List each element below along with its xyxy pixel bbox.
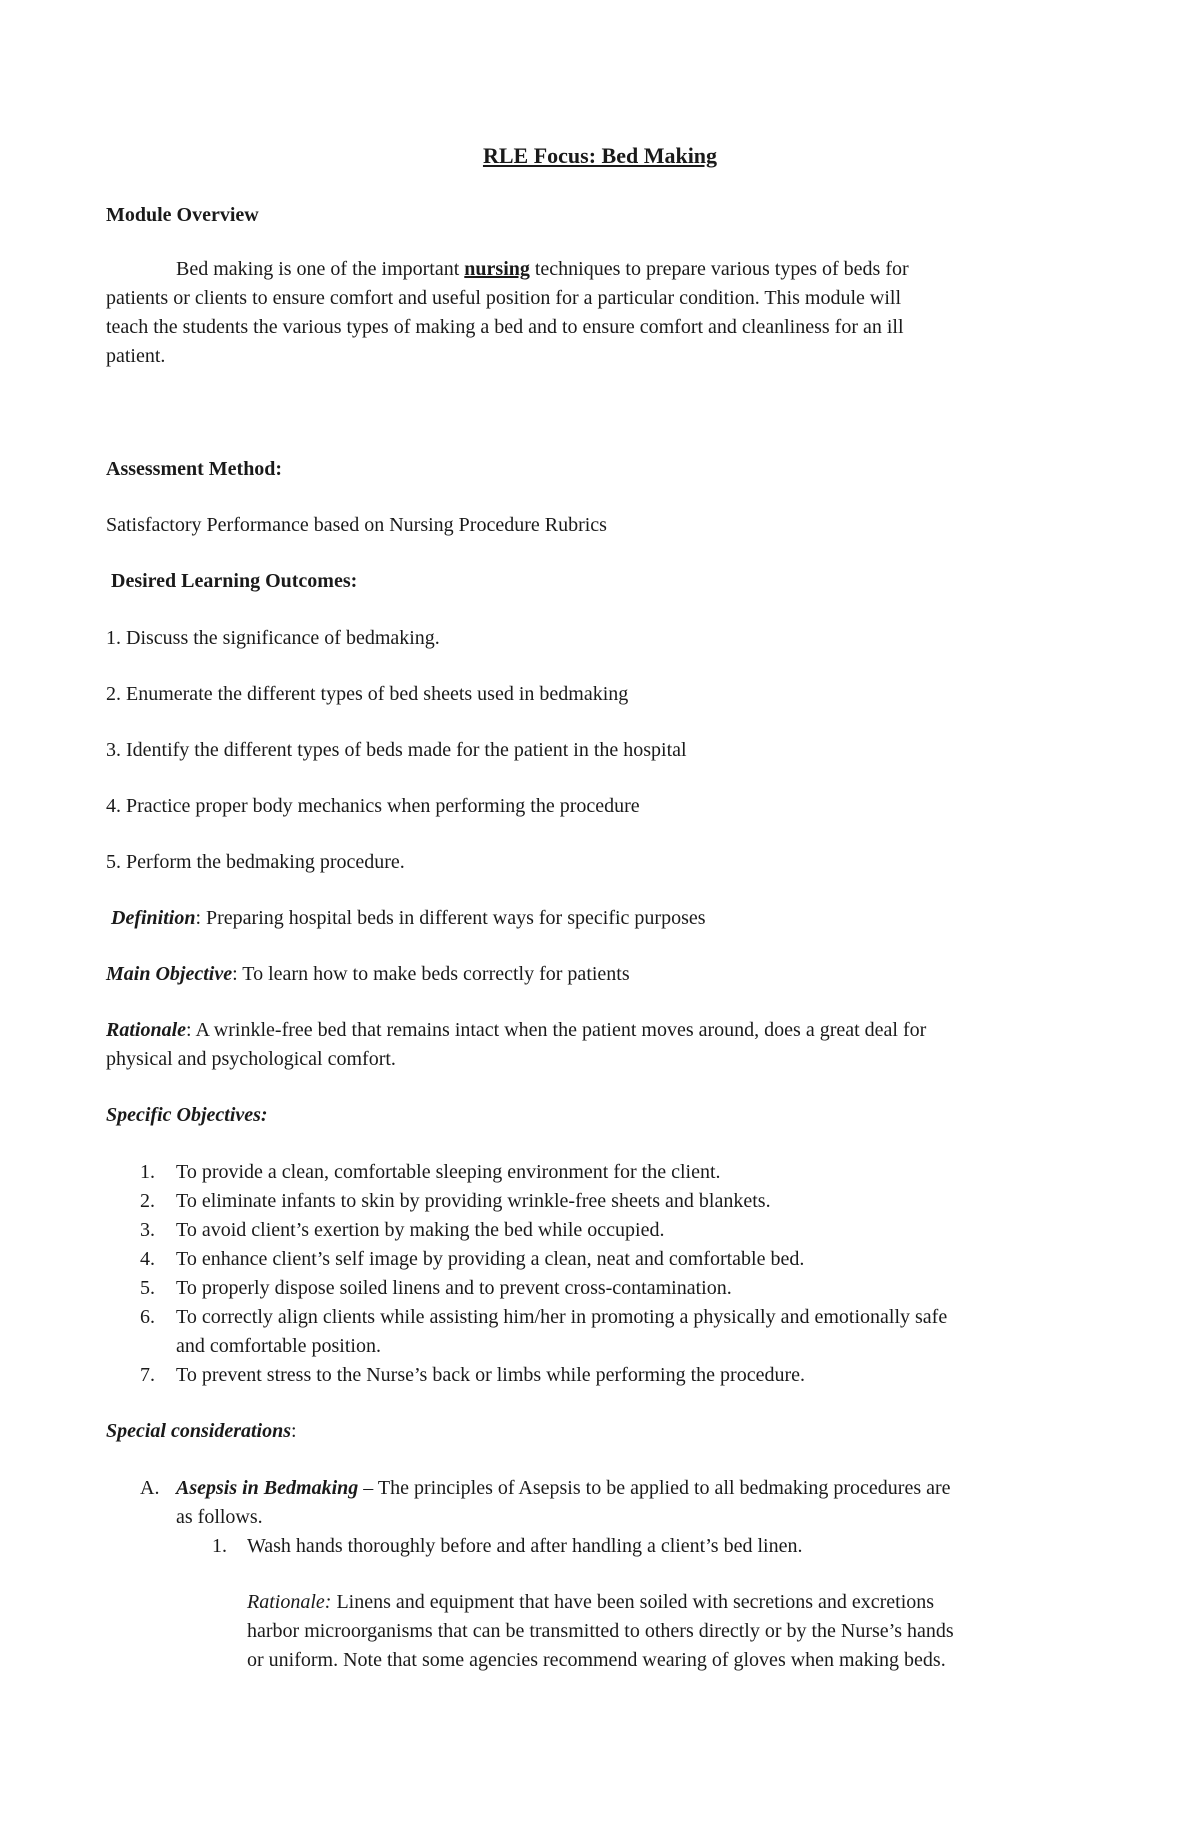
asepsis-label: Asepsis in Bedmaking	[176, 1477, 359, 1499]
objective-item: To correctly align clients while assisting him/her in promoting a physically and emotionally safe	[176, 1306, 948, 1328]
overview-paragraph-line-3: teach the students the various types of making a bed and to ensure comfort and cleanliness for an ill	[106, 316, 904, 338]
rationale-line-2: physical and psychological comfort.	[106, 1048, 396, 1070]
main-objective-line	[106, 960, 630, 988]
objective-number: 7.	[140, 1364, 155, 1386]
asepsis-rationale-text: Linens and equipment that have been soiled with secretions and excretions	[331, 1591, 935, 1613]
rationale-line-1	[106, 1016, 926, 1044]
outcome-item: 1. Discuss the significance of bedmaking.	[106, 627, 440, 649]
outcome-item: 5. Perform the bedmaking procedure.	[106, 851, 405, 873]
objective-item-continuation: and comfortable position.	[176, 1335, 381, 1357]
objective-item: To provide a clean, comfortable sleeping environment for the client.	[176, 1161, 721, 1183]
specific-objectives-heading: Specific Objectives:	[106, 1104, 268, 1126]
rationale-text: : A wrinkle-free bed that remains intact when the patient moves around, does a great deal for	[186, 1019, 927, 1041]
overview-paragraph-line-4: patient.	[106, 345, 166, 367]
assessment-text: Satisfactory Performance based on Nursing Procedure Rubrics	[106, 514, 607, 536]
asepsis-text: – The principles of Asepsis to be applied to all bedmaking procedures are	[358, 1477, 951, 1499]
special-considerations-colon: :	[291, 1420, 297, 1442]
outcome-item: 2. Enumerate the different types of bed sheets used in bedmaking	[106, 683, 629, 705]
objective-number: 5.	[140, 1277, 155, 1299]
asepsis-line-1	[176, 1474, 951, 1502]
asepsis-rationale-line-3: or uniform. Note that some agencies recommend wearing of gloves when making beds.	[247, 1649, 946, 1671]
definition-label: Definition	[111, 907, 196, 929]
asepsis-rationale-line-2: harbor microorganisms that can be transmitted to others directly or by the Nurse’s hands	[247, 1620, 954, 1642]
assessment-heading: Assessment Method:	[106, 458, 283, 480]
asepsis-sub-item: Wash hands thoroughly before and after handling a client’s bed linen.	[247, 1535, 803, 1557]
objective-item: To eliminate infants to skin by providing wrinkle-free sheets and blankets.	[176, 1190, 771, 1212]
outcome-item: 3. Identify the different types of beds made for the patient in the hospital	[106, 739, 687, 761]
special-considerations-heading-line	[106, 1417, 297, 1445]
objective-item: To properly dispose soiled linens and to prevent cross-contamination.	[176, 1277, 732, 1299]
main-objective-text: : To learn how to make beds correctly for patients	[232, 963, 630, 985]
rationale-label: Rationale	[106, 1019, 187, 1041]
consideration-letter: A.	[140, 1477, 160, 1499]
asepsis-rationale-line-1	[247, 1588, 934, 1616]
objective-item: To prevent stress to the Nurse’s back or limbs while performing the procedure.	[176, 1364, 805, 1386]
objective-number: 3.	[140, 1219, 155, 1241]
overview-keyword-nursing: nursing	[464, 258, 530, 280]
objective-number: 1.	[140, 1161, 155, 1183]
overview-paragraph-line-2: patients or clients to ensure comfort and useful position for a particular condition. This module will	[106, 287, 902, 309]
objective-number: 6.	[140, 1306, 155, 1328]
overview-paragraph-line-1	[176, 255, 909, 283]
overview-text-post: techniques to prepare various types of beds for	[529, 258, 909, 280]
objective-item: To enhance client’s self image by providing a clean, neat and comfortable bed.	[176, 1248, 805, 1270]
asepsis-line-2: as follows.	[176, 1506, 263, 1528]
definition-line	[111, 904, 706, 932]
objective-number: 4.	[140, 1248, 155, 1270]
special-considerations-heading: Special considerations	[106, 1420, 292, 1442]
outcome-item: 4. Practice proper body mechanics when performing the procedure	[106, 795, 640, 817]
asepsis-rationale-label: Rationale:	[247, 1591, 332, 1613]
main-objective-label: Main Objective	[106, 963, 233, 985]
definition-text: : Preparing hospital beds in different ways for specific purposes	[195, 907, 706, 929]
module-overview-heading: Module Overview	[106, 204, 259, 226]
overview-text-pre: Bed making is one of the important	[176, 258, 465, 280]
outcomes-heading: Desired Learning Outcomes:	[111, 570, 358, 592]
page-title	[0, 143, 1200, 169]
objective-number: 2.	[140, 1190, 155, 1212]
page-title-text: RLE Focus: Bed Making	[482, 143, 718, 168]
asepsis-sub-number: 1.	[212, 1535, 227, 1557]
objective-item: To avoid client’s exertion by making the bed while occupied.	[176, 1219, 665, 1241]
